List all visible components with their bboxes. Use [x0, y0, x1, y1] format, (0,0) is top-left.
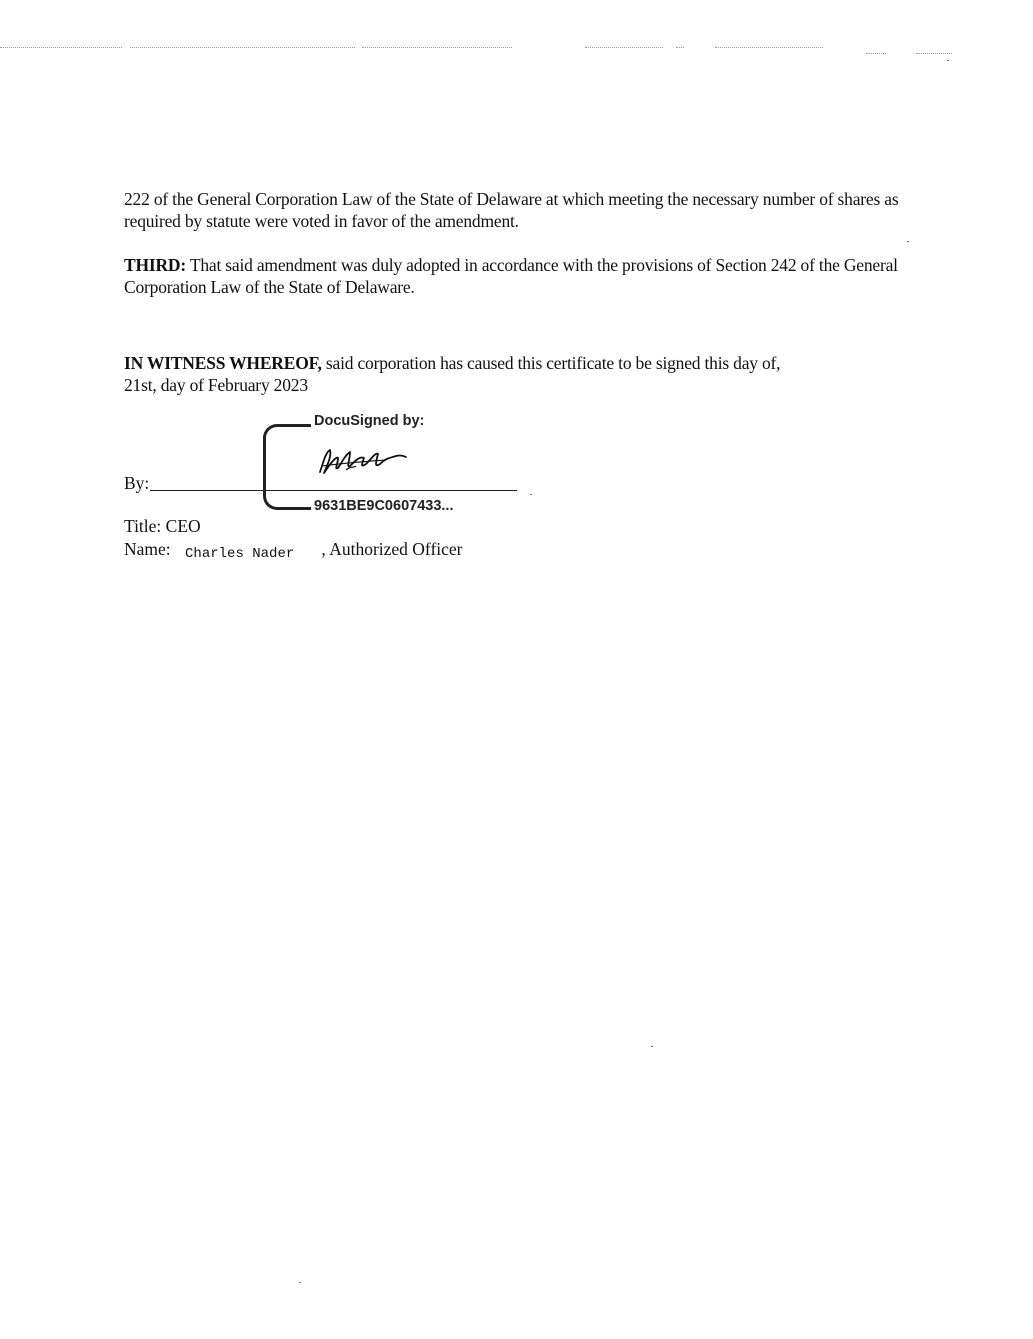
scan-speck: [299, 1282, 301, 1283]
scan-artifact: [362, 47, 512, 48]
title-label: Title:: [124, 516, 162, 536]
witness-text: said corporation has caused this certificate to be signed this day of,: [325, 353, 781, 373]
scan-speck: [947, 60, 949, 61]
scan-speck: [530, 494, 532, 495]
by-label: By:: [124, 473, 150, 493]
title-value: CEO: [165, 516, 201, 536]
witness-date: 21st, day of February 2023: [124, 375, 308, 395]
witness-paragraph: [124, 352, 914, 396]
witness-label: IN WITNESS WHEREOF,: [124, 353, 322, 373]
scan-speck: [907, 241, 909, 242]
scan-artifact: [130, 47, 355, 48]
scan-artifact: [715, 47, 823, 48]
scan-artifact: [916, 53, 952, 54]
third-label: THIRD:: [124, 255, 186, 275]
scan-artifact: [585, 47, 663, 48]
third-paragraph: [124, 254, 914, 298]
third-text: That said amendment was duly adopted in accordance with the provisions of Section 242 of the General Corporation Law of the State of Delaware.: [124, 255, 898, 297]
scan-artifact: [0, 47, 122, 48]
signature-line: [150, 490, 517, 491]
name-suffix: , Authorized Officer: [321, 539, 463, 559]
handwritten-signature: [316, 446, 408, 476]
scan-artifact: [866, 53, 886, 54]
docusign-bracket: [263, 424, 311, 510]
name-row: [124, 539, 463, 560]
scan-speck: [651, 1046, 653, 1047]
scan-artifact: [676, 47, 684, 48]
name-label: Name:: [124, 539, 171, 559]
title-row: [124, 516, 201, 537]
name-value: Charles Nader: [185, 546, 295, 562]
paragraph-continuation-text: 222 of the General Corporation Law of the State of Delaware at which meeting the necessary number of shares as required by statute were voted in favor of the amendment.: [124, 189, 899, 231]
docusign-label: DocuSigned by:: [314, 413, 425, 429]
paragraph-continuation: [124, 188, 914, 232]
docusign-envelope-id: 9631BE9C0607433...: [314, 498, 454, 514]
